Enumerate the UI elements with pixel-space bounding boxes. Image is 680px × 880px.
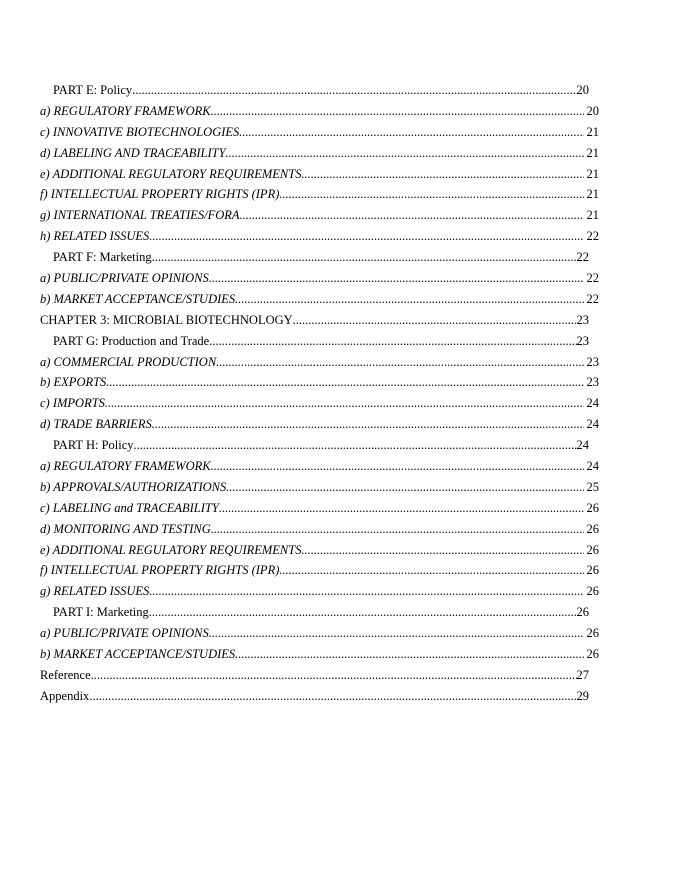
dot-leader [235, 289, 583, 310]
toc-entry-page-number: 21 [586, 166, 599, 181]
toc-entry-label: b) MARKET ACCEPTANCE/STUDIES [40, 291, 236, 306]
toc-entry[interactable] [0, 414, 680, 435]
toc-entry-line [40, 310, 589, 331]
toc-entry-line [40, 623, 599, 644]
toc-entry[interactable] [0, 122, 680, 143]
toc-entry[interactable] [0, 268, 680, 289]
toc-entry-page-number: 23 [586, 354, 599, 369]
toc-entry[interactable] [0, 205, 680, 226]
toc-entry-label: e) ADDITIONAL REGULATORY REQUIREMENTS [40, 542, 302, 557]
toc-entry-page-number: 26 [586, 584, 599, 599]
dot-leader [279, 184, 583, 205]
toc-entry-line [53, 247, 589, 268]
toc-entry-label: b) APPROVALS/AUTHORIZATIONS [40, 479, 227, 494]
table-of-contents [0, 80, 680, 707]
toc-entry[interactable] [0, 352, 680, 373]
toc-entry[interactable] [0, 644, 680, 665]
toc-entry[interactable] [0, 456, 680, 477]
dot-leader [226, 143, 584, 164]
toc-entry-page-number: 26 [586, 542, 599, 557]
toc-entry-page-number: 24 [576, 438, 589, 453]
toc-entry-line [40, 393, 599, 414]
toc-entry-page-number: 21 [586, 145, 599, 160]
dot-leader [132, 80, 576, 101]
dot-leader [105, 393, 584, 414]
toc-entry-label: PART F: Marketing [53, 250, 152, 265]
toc-entry-line [53, 435, 589, 456]
toc-entry[interactable] [0, 435, 680, 456]
toc-entry-label: c) IMPORTS [40, 396, 105, 411]
toc-entry[interactable] [0, 101, 680, 122]
toc-entry-line [40, 414, 599, 435]
toc-entry[interactable] [0, 143, 680, 164]
toc-entry-page-number: 23 [576, 333, 589, 348]
toc-entry-line [40, 205, 599, 226]
dot-leader [149, 226, 583, 247]
dot-leader [152, 247, 577, 268]
toc-entry-line [40, 477, 599, 498]
toc-entry[interactable] [0, 540, 680, 561]
toc-entry-label: b) EXPORTS [40, 375, 107, 390]
toc-entry-page-number: 21 [586, 208, 599, 223]
toc-entry[interactable] [0, 498, 680, 519]
toc-entry-label: c) LABELING and TRACEABILITY [40, 500, 219, 515]
toc-entry-label: d) LABELING AND TRACEABILITY [40, 145, 226, 160]
toc-entry-label: b) MARKET ACCEPTANCE/STUDIES [40, 647, 236, 662]
dot-leader [209, 268, 584, 289]
toc-entry-label: f) INTELLECTUAL PROPERTY RIGHTS (IPR) [40, 187, 280, 202]
toc-entry-page-number: 26 [586, 521, 599, 536]
toc-entry-page-number: 25 [586, 479, 599, 494]
toc-entry-label: c) INNOVATIVE BIOTECHNOLOGIES [40, 124, 240, 139]
toc-entry-page-number: 20 [576, 83, 589, 97]
toc-entry-line [40, 226, 599, 247]
dot-leader [226, 477, 583, 498]
dot-leader [301, 540, 583, 561]
toc-entry-page-number: 22 [586, 291, 599, 306]
toc-entry[interactable] [0, 184, 680, 205]
dot-leader [301, 164, 583, 185]
toc-entry[interactable] [0, 393, 680, 414]
toc-entry[interactable] [0, 519, 680, 540]
dot-leader [240, 205, 584, 226]
toc-entry-label: a) PUBLIC/PRIVATE OPINIONS [40, 271, 209, 286]
toc-entry-line [40, 122, 599, 143]
toc-entry-label: a) REGULATORY FRAMEWORK [40, 459, 211, 474]
dot-leader [134, 435, 577, 456]
toc-entry-line [40, 164, 599, 185]
dot-leader [239, 122, 583, 143]
toc-entry[interactable] [0, 477, 680, 498]
toc-entry-label: a) REGULATORY FRAMEWORK [40, 103, 211, 118]
dot-leader [279, 560, 583, 581]
dot-leader [235, 644, 583, 665]
toc-entry[interactable] [0, 623, 680, 644]
toc-entry-page-number: 24 [586, 396, 599, 411]
toc-entry-line [40, 143, 599, 164]
toc-entry-label: PART I: Marketing [53, 605, 149, 620]
dot-leader [89, 686, 576, 707]
toc-entry-label: CHAPTER 3: MICROBIAL BIOTECHNOLOGY [40, 312, 293, 327]
toc-entry-line [40, 644, 599, 665]
toc-entry-label: Reference [40, 667, 91, 682]
toc-entry[interactable] [0, 247, 680, 268]
dot-leader [91, 665, 577, 686]
toc-entry-page-number: 24 [586, 417, 599, 432]
toc-entry-label: PART H: Policy [53, 438, 134, 453]
toc-entry-label: d) TRADE BARRIERS [40, 417, 152, 432]
toc-entry-line [40, 540, 599, 561]
toc-entry-label: PART E: Policy [53, 83, 133, 97]
toc-entry[interactable] [0, 560, 680, 581]
toc-entry-line [40, 519, 599, 540]
toc-entry-line [53, 331, 589, 352]
toc-entry[interactable] [0, 331, 680, 352]
toc-entry-page-number: 29 [576, 688, 589, 703]
dot-leader [219, 498, 584, 519]
toc-entry[interactable] [0, 164, 680, 185]
toc-entry-label: g) INTERNATIONAL TREATIES/FORA [40, 208, 240, 223]
toc-entry[interactable] [0, 372, 680, 393]
toc-entry-label: d) MONITORING AND TESTING [40, 521, 211, 536]
dot-leader [152, 414, 584, 435]
dot-leader [211, 456, 584, 477]
toc-entry[interactable] [0, 602, 680, 623]
toc-entry-page-number: 26 [586, 563, 599, 578]
toc-entry-page-number: 23 [586, 375, 599, 390]
toc-entry-line [40, 560, 599, 581]
toc-entry-line [40, 581, 599, 602]
toc-entry[interactable] [0, 665, 680, 686]
toc-entry-label: f) INTELLECTUAL PROPERTY RIGHTS (IPR) [40, 563, 280, 578]
toc-entry-page-number: 26 [586, 647, 599, 662]
dot-leader [149, 602, 577, 623]
dot-leader [211, 519, 584, 540]
toc-entry[interactable] [0, 686, 680, 707]
toc-entry-label: g) RELATED ISSUES [40, 584, 150, 599]
toc-entry-page-number: 26 [586, 500, 599, 515]
toc-entry-line [40, 456, 599, 477]
toc-entry-page-number: 22 [576, 250, 589, 265]
dot-leader [216, 352, 583, 373]
toc-entry-line [53, 602, 589, 623]
toc-entry-page-number: 22 [586, 271, 599, 286]
toc-entry-line [40, 686, 589, 707]
toc-entry[interactable] [0, 581, 680, 602]
dot-leader [106, 372, 583, 393]
toc-entry[interactable] [0, 80, 680, 101]
toc-entry[interactable] [0, 226, 680, 247]
toc-entry-line [40, 101, 599, 122]
toc-entry-line [40, 289, 599, 310]
dot-leader [209, 331, 576, 352]
dot-leader [149, 581, 583, 602]
toc-entry-page-number: 21 [586, 124, 599, 139]
toc-entry[interactable] [0, 289, 680, 310]
toc-entry-label: a) PUBLIC/PRIVATE OPINIONS [40, 626, 209, 641]
toc-entry-page-number: 21 [586, 187, 599, 202]
toc-entry-line [40, 372, 599, 393]
toc-entry-label: e) ADDITIONAL REGULATORY REQUIREMENTS [40, 166, 302, 181]
toc-entry-line [40, 665, 589, 686]
toc-entry[interactable] [0, 310, 680, 331]
toc-entry-label: h) RELATED ISSUES [40, 229, 150, 244]
toc-entry-label: PART G: Production and Trade [53, 333, 210, 348]
toc-entry-page-number: 27 [576, 667, 589, 682]
toc-entry-label: a) COMMERCIAL PRODUCTION [40, 354, 217, 369]
toc-entry-line [40, 498, 599, 519]
toc-entry-label: Appendix [40, 688, 90, 703]
dot-leader [211, 101, 584, 122]
toc-entry-page-number: 23 [576, 312, 589, 327]
toc-entry-line [53, 80, 589, 101]
toc-entry-page-number: 20 [586, 103, 599, 118]
toc-entry-line [40, 352, 599, 373]
dot-leader [293, 310, 577, 331]
dot-leader [209, 623, 584, 644]
toc-entry-page-number: 26 [576, 605, 589, 620]
toc-entry-page-number: 24 [586, 459, 599, 474]
toc-entry-line [40, 184, 599, 205]
toc-entry-line [40, 268, 599, 289]
toc-entry-page-number: 26 [586, 626, 599, 641]
toc-entry-page-number: 22 [586, 229, 599, 244]
